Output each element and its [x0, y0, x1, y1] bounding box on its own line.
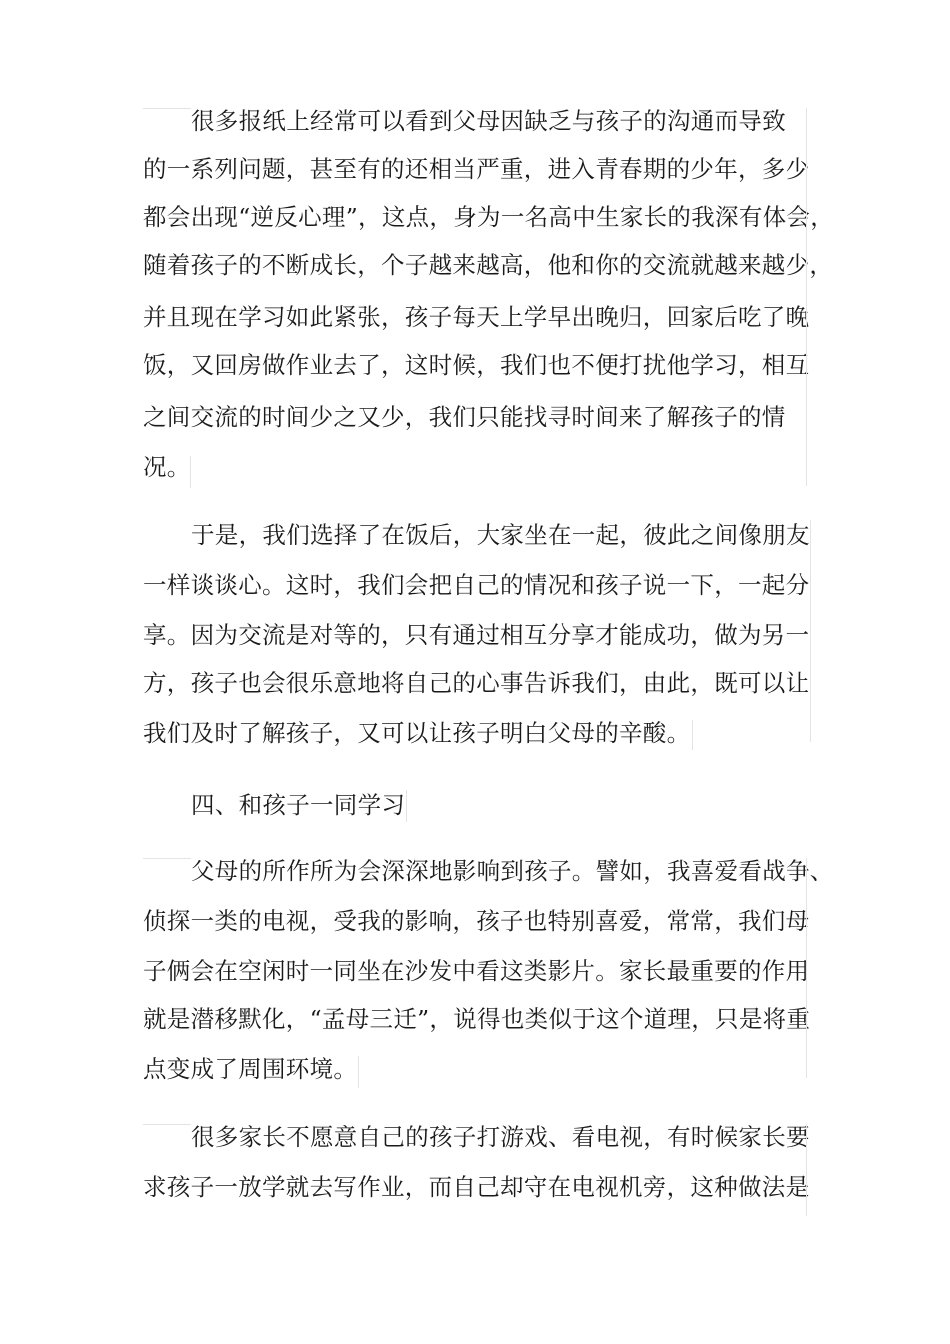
paragraph-line: 一样谈谈心。这时，我们会把自己的情况和孩子说一下，一起分: [143, 571, 810, 599]
paragraph-first-line-guide: [143, 858, 191, 859]
paragraph-line: 求孩子一放学就去写作业，而自己却守在电视机旁，这种做法是: [143, 1173, 810, 1201]
paragraph-right-guide: [806, 1124, 807, 1216]
paragraph-line: 就是潜移默化，“孟母三迁”，说得也类似于这个道理，只是将重: [143, 1005, 811, 1033]
paragraph-line: 都会出现“逆反心理”，这点，身为一名高中生家长的我深有体会，: [143, 203, 835, 231]
heading-end-guide: [406, 790, 407, 822]
paragraph-line: 点变成了周围环境。: [143, 1055, 358, 1083]
paragraph-end-guide: [190, 456, 191, 488]
paragraph-line: 于是，我们选择了在饭后，大家坐在一起，彼此之间像朋友: [191, 521, 810, 549]
paragraph-line: 的一系列问题，甚至有的还相当严重，进入青春期的少年，多少: [143, 155, 810, 183]
paragraph-right-guide: [810, 520, 811, 742]
paragraph-line: 饭，又回房做作业去了，这时候，我们也不便打扰他学习，相互: [143, 351, 810, 379]
paragraph-line: 父母的所作所为会深深地影响到孩子。譬如，我喜爱看战争、: [191, 857, 834, 885]
paragraph-line: 况。: [143, 453, 191, 481]
paragraph-line: 子俩会在空闲时一同坐在沙发中看这类影片。家长最重要的作用: [143, 957, 810, 985]
paragraph-end-guide: [692, 720, 693, 750]
paragraph-first-line-guide: [143, 108, 191, 109]
paragraph-line: 之间交流的时间少之又少，我们只能找寻时间来了解孩子的情: [143, 403, 786, 431]
paragraph-line: 很多家长不愿意自己的孩子打游戏、看电视，有时候家长要: [191, 1123, 810, 1151]
paragraph-end-guide: [358, 1056, 359, 1088]
paragraph-first-line-guide: [143, 1124, 191, 1125]
paragraph-right-guide: [806, 858, 807, 1078]
paragraph-right-guide: [806, 108, 807, 486]
section-heading-text: 四、和孩子一同学习: [191, 791, 406, 819]
paragraph-line: 享。因为交流是对等的，只有通过相互分享才能成功，做为另一: [143, 621, 810, 649]
paragraph-line: 方，孩子也会很乐意地将自己的心事告诉我们，由此，既可以让: [143, 669, 810, 697]
paragraph-line: 我们及时了解孩子，又可以让孩子明白父母的辛酸。: [143, 719, 691, 747]
paragraph-line: 并且现在学习如此紧张，孩子每天上学早出晚归，回家后吃了晚: [143, 303, 810, 331]
paragraph-line: 很多报纸上经常可以看到父母因缺乏与孩子的沟通而导致: [191, 107, 786, 135]
paragraph-line: 随着孩子的不断成长，个子越来越高，他和你的交流就越来越少，: [143, 251, 834, 279]
paragraph-line: 侦探一类的电视，受我的影响，孩子也特别喜爱，常常，我们母: [143, 907, 810, 935]
